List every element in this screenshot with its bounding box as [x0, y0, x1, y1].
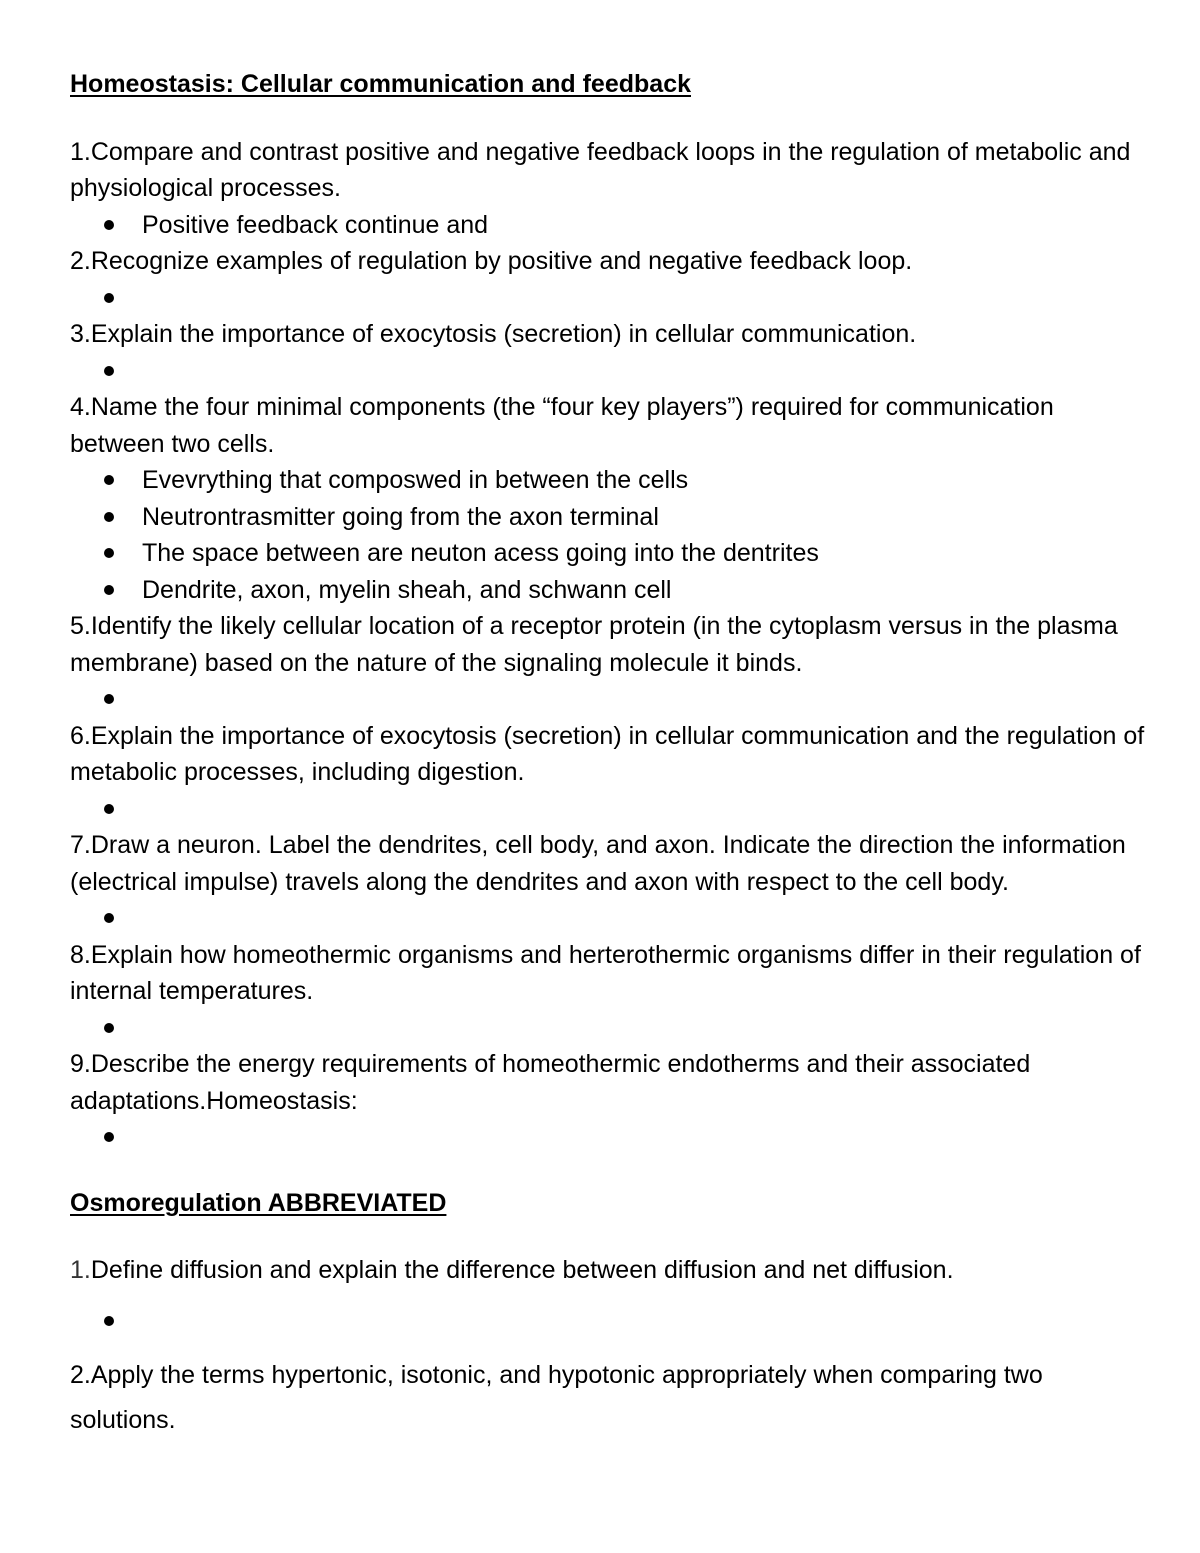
bullet-icon — [104, 1132, 114, 1142]
question-4: 4.Name the four minimal components (the “four key players”) required for communication between two cells. — [70, 393, 1054, 458]
osmo-question-1-text: Define diffusion and explain the difference between diffusion and net diffusion. — [90, 1256, 954, 1284]
answer-bullet: Neutrontrasmitter going from the axon terminal — [70, 499, 1145, 536]
bullet-icon — [104, 366, 114, 376]
answer-bullet: The space between are neuton acess going into the dentrites — [70, 535, 1145, 572]
section-heading-osmoregulation: Osmoregulation ABBREVIATED — [70, 1188, 447, 1217]
answer-list-5 — [70, 681, 1145, 718]
question-6: 6.Explain the importance of exocytosis (secretion) in cellular communication and the regulation of metabolic processes, including digestion. — [70, 721, 1145, 786]
question-3: 3.Explain the importance of exocytosis (secretion) in cellular communication. — [70, 320, 917, 348]
answer-bullet — [70, 280, 1145, 317]
answer-bullet — [70, 791, 1145, 828]
bullet-icon — [104, 293, 114, 303]
bullet-icon — [104, 804, 114, 814]
question-2: 2.Recognize examples of regulation by positive and negative feedback loop. — [70, 247, 913, 275]
osmo-answer-list-1 — [70, 1303, 1145, 1340]
answer-bullet — [70, 1303, 1145, 1340]
bullet-icon — [104, 585, 114, 595]
bullet-icon — [104, 220, 114, 230]
answer-list-4 — [70, 462, 1145, 608]
answer-list-3 — [70, 353, 1145, 390]
answer-list-1 — [70, 207, 1145, 244]
bullet-icon — [104, 475, 114, 485]
bullet-icon — [104, 512, 114, 522]
answer-bullet: Evevrything that composwed in between the cells — [70, 462, 1145, 499]
answer-bullet — [70, 681, 1145, 718]
answer-list-6 — [70, 791, 1145, 828]
question-8: 8.Explain how homeothermic organisms and herterothermic organisms differ in their regulation of internal temperatures. — [70, 940, 1141, 1005]
answer-list-9 — [70, 1119, 1145, 1156]
answer-bullet: Positive feedback continue and — [70, 207, 1145, 244]
bullet-icon — [104, 548, 114, 558]
bullet-icon — [104, 1316, 114, 1326]
answer-bullet — [70, 900, 1145, 937]
section-heading-homeostasis: Homeostasis: Cellular communication and feedback — [70, 70, 691, 98]
osmo-question-2: 2.Apply the terms hypertonic, isotonic, and hypotonic appropriately when comparing two solutions. — [70, 1361, 1043, 1434]
answer-list-8 — [70, 1010, 1145, 1047]
question-7: 7.Draw a neuron. Label the dendrites, cell body, and axon. Indicate the direction the information (electrical impulse) travels along the dendrites and axon with respect to the cell body. — [70, 831, 1126, 896]
osmo-question-1-number: 1. — [70, 1256, 91, 1284]
question-5: 5.Identify the likely cellular location of a receptor protein (in the cytoplasm versus in the plasma membrane) based on the nature of the signaling molecule it binds. — [70, 612, 1118, 677]
osmo-question-1 — [70, 1252, 1145, 1289]
document-page — [70, 66, 1145, 1443]
answer-bullet — [70, 353, 1145, 390]
answer-bullet: Dendrite, axon, myelin sheah, and schwann cell — [70, 572, 1145, 609]
answer-list-7 — [70, 900, 1145, 937]
bullet-icon — [104, 694, 114, 704]
question-9: 9.Describe the energy requirements of homeothermic endotherms and their associated adaptations.Homeostasis: — [70, 1050, 1031, 1115]
answer-bullet — [70, 1119, 1145, 1156]
bullet-icon — [104, 913, 114, 923]
answer-bullet — [70, 1010, 1145, 1047]
question-1: 1.Compare and contrast positive and negative feedback loops in the regulation of metabolic and physiological processes. — [70, 137, 1131, 202]
answer-list-2 — [70, 280, 1145, 317]
bullet-icon — [104, 1023, 114, 1033]
